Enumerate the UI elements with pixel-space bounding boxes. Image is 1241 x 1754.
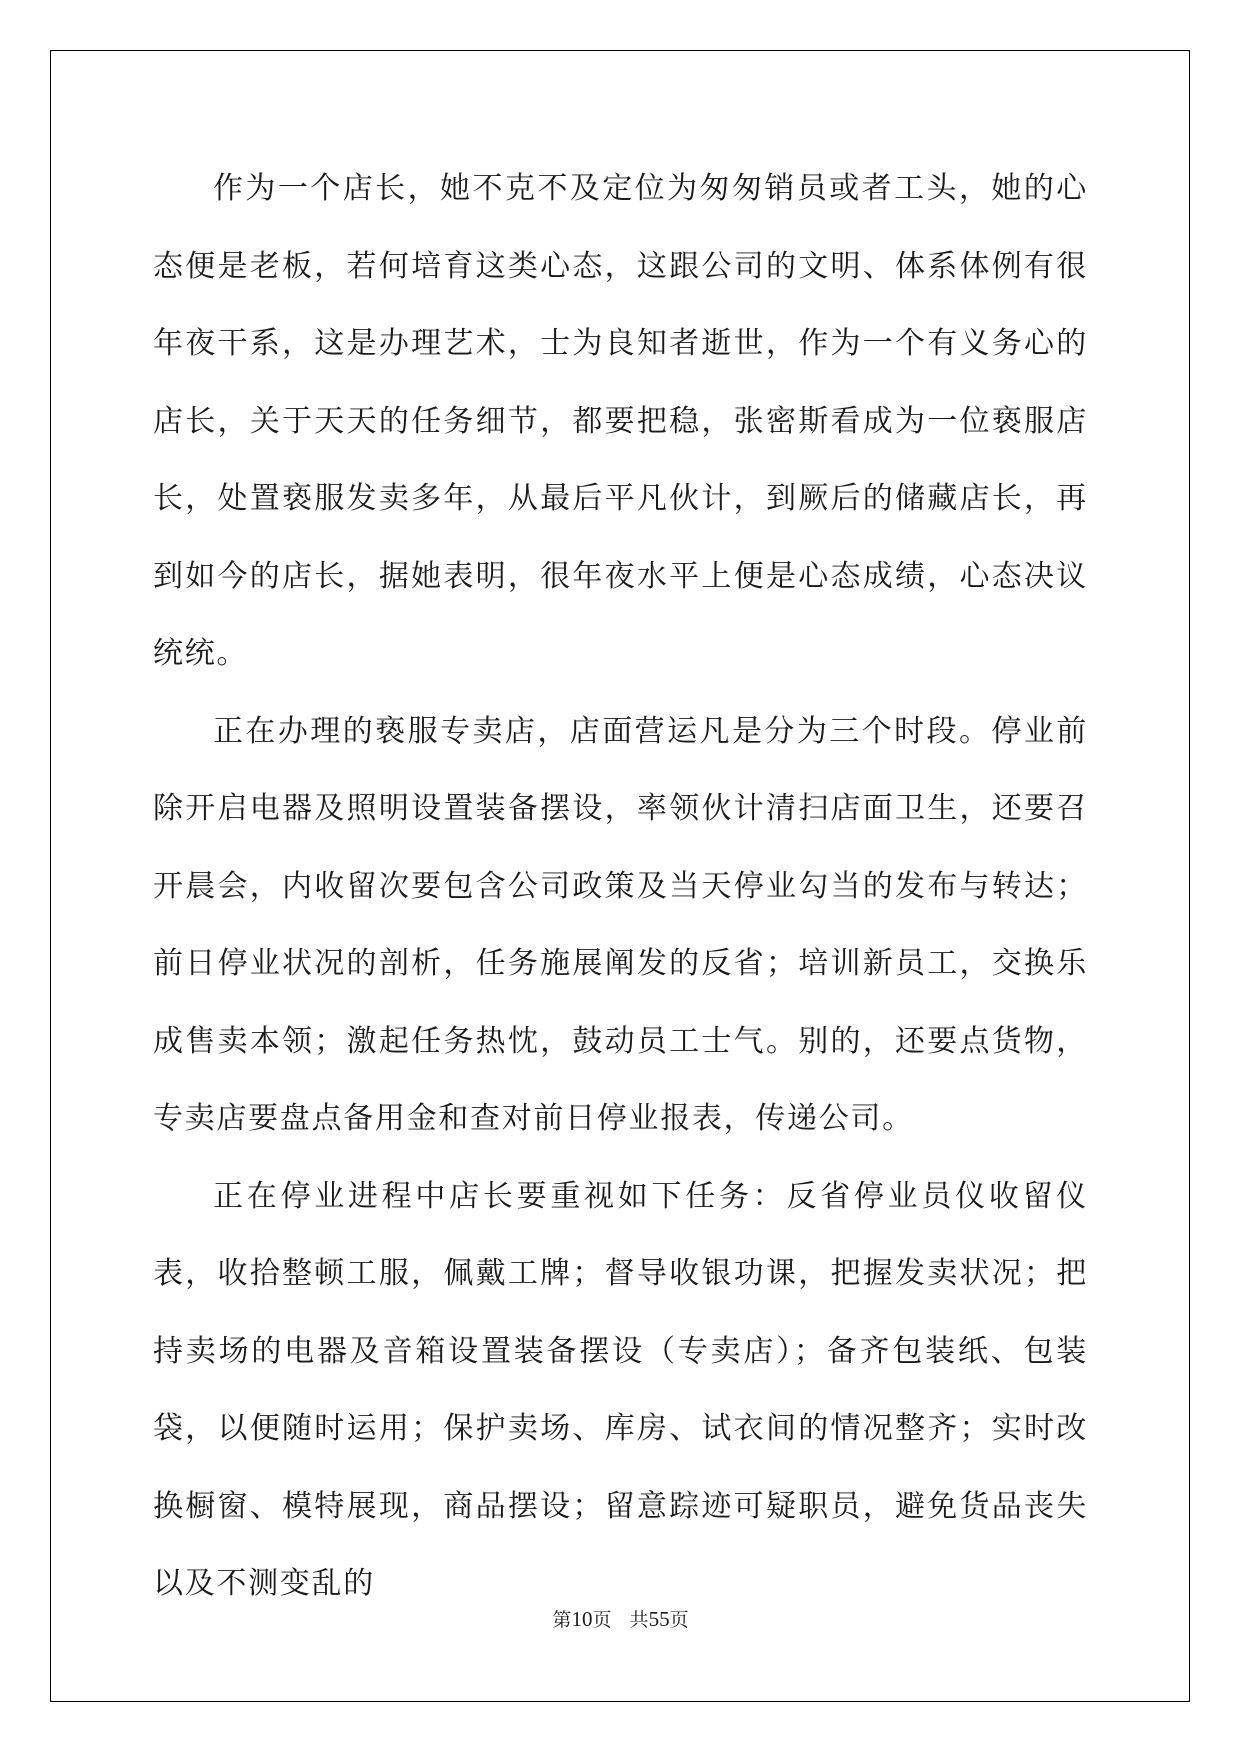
footer-prefix: 第 <box>552 1609 572 1631</box>
footer-suffix: 页 <box>669 1609 689 1631</box>
total-pages-number: 55 <box>648 1607 670 1631</box>
document-body <box>153 150 1088 1623</box>
paragraph-3: 正在停业进程中店长要重视如下任务：反省停业员仪收留仪表，收拾整顿工服，佩戴工牌；督导收银功课，把握发卖状况；把持卖场的电器及音箱设置装备摆设（专卖店）；备齐包装纸、包装袋，以便随时运用；保护卖场、库房、试衣间的情况整齐；实时改换橱窗、模特展现，商品摆设；留意踪迹可疑职员，避免货品丧失以及不测变乱的 <box>153 1178 1088 1601</box>
paragraph-1: 作为一个店长，她不克不及定位为匆匆销员或者工头，她的心态便是老板，若何培育这类心态，这跟公司的文明、体系体例有很年夜干系，这是办理艺术，士为良知者逝世，作为一个有义务心的店长，关于天天的任务细节，都要把稳，张密斯看成为一位亵服店长，处置亵服发卖多年，从最后平凡伙计，到厥后的储藏店长，再到如今的店长，据她表明，很年夜水平上便是心态成绩，心态决议统统。 <box>153 171 1088 671</box>
page-number-footer <box>0 1607 1241 1632</box>
paragraph-2: 正在办理的亵服专卖店，店面营运凡是分为三个时段。停业前除开启电器及照明设置装备摆设，率领伙计清扫店面卫生，还要召开晨会，内收留次要包含公司政策及当天停业勾当的发布与转达；前日停业状况的剖析，任务施展阐发的反省；培训新员工，交换乐成售卖本领；激起任务热忱，鼓动员工士气。别的，还要点货物，专卖店要盘点备用金和查对前日停业报表，传递公司。 <box>153 713 1088 1136</box>
current-page-number: 10 <box>571 1607 593 1631</box>
footer-middle: 页 共 <box>592 1609 649 1631</box>
